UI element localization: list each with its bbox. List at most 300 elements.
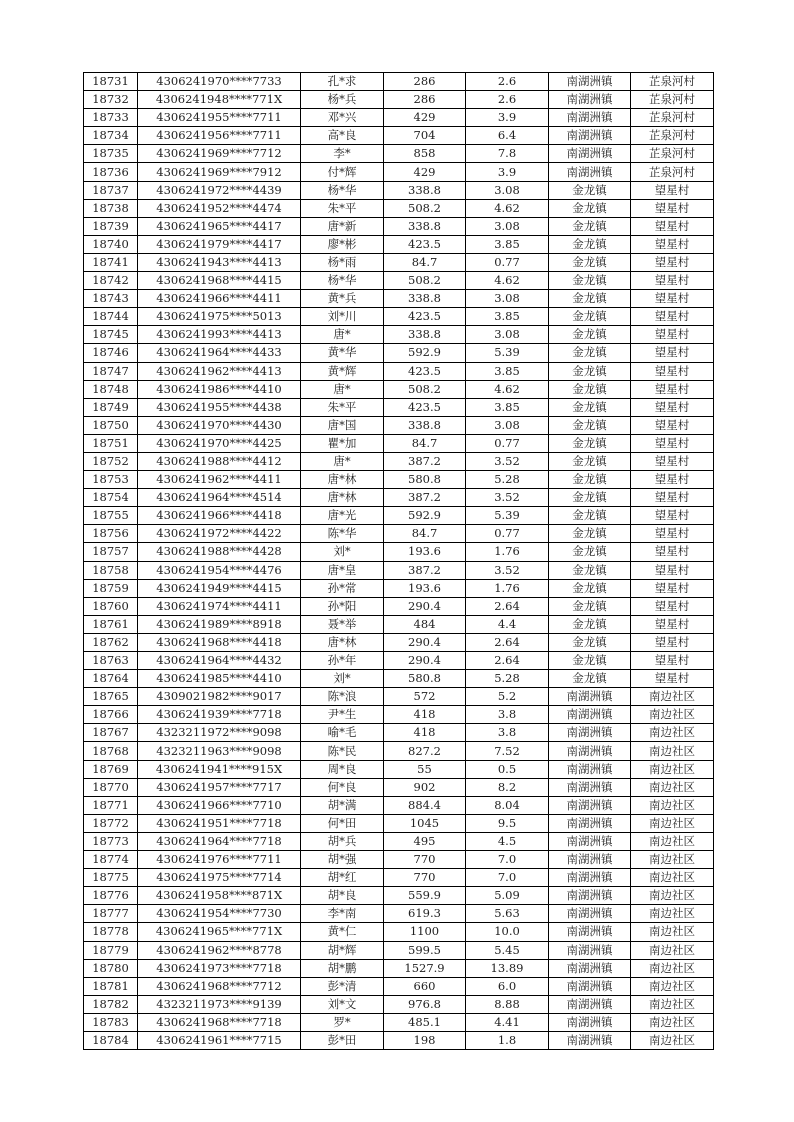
area-cell: 7.52	[466, 742, 549, 760]
person-name-cell: 周*良	[301, 760, 384, 778]
person-name-cell: 孙*阳	[301, 597, 384, 615]
table-row	[84, 814, 714, 832]
town-cell: 金龙镇	[549, 235, 631, 253]
id-number-cell: 4306241989****8918	[138, 615, 301, 633]
person-name-cell: 黄*华	[301, 344, 384, 362]
person-name-cell: 孙*年	[301, 652, 384, 670]
row-number-cell: 18755	[84, 507, 138, 525]
village-cell: 芷泉河村	[631, 163, 714, 181]
village-cell: 望星村	[631, 362, 714, 380]
id-number-cell: 4306241954****4476	[138, 561, 301, 579]
village-cell: 望星村	[631, 670, 714, 688]
amount-cell: 572	[384, 688, 466, 706]
person-name-cell: 付*辉	[301, 163, 384, 181]
id-number-cell: 4306241949****4415	[138, 579, 301, 597]
id-number-cell: 4306241968****7712	[138, 977, 301, 995]
id-number-cell: 4306241961****7715	[138, 1031, 301, 1049]
town-cell: 金龙镇	[549, 253, 631, 271]
person-name-cell: 黄*兵	[301, 290, 384, 308]
id-number-cell: 4309021982****9017	[138, 688, 301, 706]
person-name-cell: 唐*国	[301, 416, 384, 434]
town-cell: 南湖洲镇	[549, 869, 631, 887]
town-cell: 金龙镇	[549, 489, 631, 507]
village-cell: 望星村	[631, 579, 714, 597]
area-cell: 6.4	[466, 127, 549, 145]
area-cell: 4.4	[466, 615, 549, 633]
area-cell: 0.77	[466, 253, 549, 271]
village-cell: 望星村	[631, 326, 714, 344]
village-cell: 望星村	[631, 398, 714, 416]
person-name-cell: 何*良	[301, 778, 384, 796]
id-number-cell: 4306241957****7717	[138, 778, 301, 796]
table-row	[84, 1013, 714, 1031]
table-row	[84, 670, 714, 688]
person-name-cell: 杨*兵	[301, 91, 384, 109]
amount-cell: 423.5	[384, 235, 466, 253]
row-number-cell: 18779	[84, 941, 138, 959]
table-row	[84, 326, 714, 344]
person-name-cell: 胡*强	[301, 851, 384, 869]
village-cell: 望星村	[631, 561, 714, 579]
table-row	[84, 778, 714, 796]
id-number-cell: 4306241966****4418	[138, 507, 301, 525]
table-row	[84, 525, 714, 543]
table-row	[84, 905, 714, 923]
village-cell: 望星村	[631, 235, 714, 253]
id-number-cell: 4306241962****8778	[138, 941, 301, 959]
amount-cell: 592.9	[384, 344, 466, 362]
amount-cell: 660	[384, 977, 466, 995]
amount-cell: 770	[384, 869, 466, 887]
amount-cell: 770	[384, 851, 466, 869]
table-row	[84, 507, 714, 525]
town-cell: 金龙镇	[549, 471, 631, 489]
amount-cell: 485.1	[384, 1013, 466, 1031]
town-cell: 南湖洲镇	[549, 1013, 631, 1031]
amount-cell: 976.8	[384, 995, 466, 1013]
village-cell: 南边社区	[631, 977, 714, 995]
amount-cell: 704	[384, 127, 466, 145]
table-row	[84, 760, 714, 778]
amount-cell: 290.4	[384, 652, 466, 670]
row-number-cell: 18773	[84, 832, 138, 850]
row-number-cell: 18775	[84, 869, 138, 887]
village-cell: 南边社区	[631, 995, 714, 1013]
town-cell: 金龙镇	[549, 272, 631, 290]
village-cell: 南边社区	[631, 905, 714, 923]
table-row	[84, 452, 714, 470]
village-cell: 南边社区	[631, 959, 714, 977]
id-number-cell: 4306241955****4438	[138, 398, 301, 416]
area-cell: 10.0	[466, 923, 549, 941]
id-number-cell: 4306241979****4417	[138, 235, 301, 253]
town-cell: 南湖洲镇	[549, 91, 631, 109]
town-cell: 南湖洲镇	[549, 941, 631, 959]
id-number-cell: 4306241988****4412	[138, 452, 301, 470]
person-name-cell: 陈*民	[301, 742, 384, 760]
area-cell: 13.89	[466, 959, 549, 977]
amount-cell: 858	[384, 145, 466, 163]
town-cell: 金龙镇	[549, 452, 631, 470]
area-cell: 7.0	[466, 851, 549, 869]
id-number-cell: 4306241964****7718	[138, 832, 301, 850]
amount-cell: 418	[384, 706, 466, 724]
row-number-cell: 18749	[84, 398, 138, 416]
table-row	[84, 832, 714, 850]
table-row	[84, 380, 714, 398]
amount-cell: 592.9	[384, 507, 466, 525]
amount-cell: 286	[384, 73, 466, 91]
person-name-cell: 胡*鹏	[301, 959, 384, 977]
village-cell: 南边社区	[631, 724, 714, 742]
area-cell: 8.04	[466, 796, 549, 814]
area-cell: 5.28	[466, 670, 549, 688]
area-cell: 2.64	[466, 597, 549, 615]
person-name-cell: 聂*举	[301, 615, 384, 633]
person-name-cell: 孔*求	[301, 73, 384, 91]
table-row	[84, 253, 714, 271]
id-number-cell: 4306241972****4422	[138, 525, 301, 543]
id-number-cell: 4306241943****4413	[138, 253, 301, 271]
row-number-cell: 18763	[84, 652, 138, 670]
row-number-cell: 18771	[84, 796, 138, 814]
row-number-cell: 18761	[84, 615, 138, 633]
id-number-cell: 4323211963****9098	[138, 742, 301, 760]
town-cell: 金龙镇	[549, 290, 631, 308]
village-cell: 望星村	[631, 416, 714, 434]
village-cell: 望星村	[631, 543, 714, 561]
table-row	[84, 923, 714, 941]
area-cell: 5.39	[466, 507, 549, 525]
amount-cell: 508.2	[384, 272, 466, 290]
id-number-cell: 4306241988****4428	[138, 543, 301, 561]
id-number-cell: 4306241969****7912	[138, 163, 301, 181]
village-cell: 望星村	[631, 380, 714, 398]
area-cell: 3.85	[466, 362, 549, 380]
town-cell: 金龙镇	[549, 217, 631, 235]
row-number-cell: 18764	[84, 670, 138, 688]
row-number-cell: 18734	[84, 127, 138, 145]
town-cell: 金龙镇	[549, 380, 631, 398]
person-name-cell: 罗*	[301, 1013, 384, 1031]
town-cell: 南湖洲镇	[549, 760, 631, 778]
row-number-cell: 18746	[84, 344, 138, 362]
id-number-cell: 4306241970****7733	[138, 73, 301, 91]
amount-cell: 193.6	[384, 579, 466, 597]
amount-cell: 508.2	[384, 199, 466, 217]
town-cell: 金龙镇	[549, 362, 631, 380]
row-number-cell: 18748	[84, 380, 138, 398]
area-cell: 2.64	[466, 652, 549, 670]
row-number-cell: 18770	[84, 778, 138, 796]
table-row	[84, 977, 714, 995]
village-cell: 望星村	[631, 253, 714, 271]
table-row	[84, 597, 714, 615]
village-cell: 南边社区	[631, 869, 714, 887]
table-row	[84, 91, 714, 109]
amount-cell: 55	[384, 760, 466, 778]
id-number-cell: 4306241976****7711	[138, 851, 301, 869]
person-name-cell: 胡*良	[301, 887, 384, 905]
row-number-cell: 18767	[84, 724, 138, 742]
table-row	[84, 561, 714, 579]
town-cell: 金龙镇	[549, 434, 631, 452]
id-number-cell: 4306241965****771X	[138, 923, 301, 941]
village-cell: 南边社区	[631, 706, 714, 724]
person-name-cell: 杨*雨	[301, 253, 384, 271]
person-name-cell: 陈*华	[301, 525, 384, 543]
amount-cell: 290.4	[384, 597, 466, 615]
area-cell: 3.52	[466, 561, 549, 579]
person-name-cell: 黄*仁	[301, 923, 384, 941]
person-name-cell: 唐*新	[301, 217, 384, 235]
amount-cell: 902	[384, 778, 466, 796]
amount-cell: 429	[384, 109, 466, 127]
id-number-cell: 4306241970****4430	[138, 416, 301, 434]
village-cell: 望星村	[631, 308, 714, 326]
area-cell: 2.6	[466, 91, 549, 109]
table-row	[84, 706, 714, 724]
town-cell: 金龙镇	[549, 181, 631, 199]
village-cell: 望星村	[631, 217, 714, 235]
village-cell: 芷泉河村	[631, 73, 714, 91]
id-number-cell: 4323211973****9139	[138, 995, 301, 1013]
area-cell: 1.76	[466, 543, 549, 561]
person-name-cell: 彭*田	[301, 1031, 384, 1049]
town-cell: 南湖洲镇	[549, 724, 631, 742]
record-table-body	[84, 73, 714, 1050]
town-cell: 金龙镇	[549, 561, 631, 579]
area-cell: 0.5	[466, 760, 549, 778]
area-cell: 5.45	[466, 941, 549, 959]
row-number-cell: 18735	[84, 145, 138, 163]
table-row	[84, 615, 714, 633]
row-number-cell: 18759	[84, 579, 138, 597]
id-number-cell: 4306241993****4413	[138, 326, 301, 344]
person-name-cell: 刘*文	[301, 995, 384, 1013]
table-row	[84, 959, 714, 977]
person-name-cell: 胡*辉	[301, 941, 384, 959]
id-number-cell: 4306241974****4411	[138, 597, 301, 615]
area-cell: 4.5	[466, 832, 549, 850]
id-number-cell: 4306241955****7711	[138, 109, 301, 127]
village-cell: 南边社区	[631, 1013, 714, 1031]
id-number-cell: 4306241962****4411	[138, 471, 301, 489]
table-row	[84, 127, 714, 145]
row-number-cell: 18733	[84, 109, 138, 127]
village-cell: 芷泉河村	[631, 91, 714, 109]
amount-cell: 84.7	[384, 434, 466, 452]
village-cell: 望星村	[631, 633, 714, 651]
village-cell: 南边社区	[631, 1031, 714, 1049]
row-number-cell: 18731	[84, 73, 138, 91]
id-number-cell: 4306241962****4413	[138, 362, 301, 380]
area-cell: 9.5	[466, 814, 549, 832]
table-row	[84, 434, 714, 452]
amount-cell: 580.8	[384, 670, 466, 688]
amount-cell: 193.6	[384, 543, 466, 561]
town-cell: 金龙镇	[549, 633, 631, 651]
person-name-cell: 唐*	[301, 452, 384, 470]
row-number-cell: 18743	[84, 290, 138, 308]
amount-cell: 338.8	[384, 326, 466, 344]
amount-cell: 1527.9	[384, 959, 466, 977]
person-name-cell: 黄*辉	[301, 362, 384, 380]
row-number-cell: 18757	[84, 543, 138, 561]
table-row	[84, 652, 714, 670]
amount-cell: 290.4	[384, 633, 466, 651]
area-cell: 6.0	[466, 977, 549, 995]
amount-cell: 429	[384, 163, 466, 181]
town-cell: 南湖洲镇	[549, 995, 631, 1013]
id-number-cell: 4306241964****4433	[138, 344, 301, 362]
amount-cell: 338.8	[384, 416, 466, 434]
id-number-cell: 4306241966****7710	[138, 796, 301, 814]
town-cell: 南湖洲镇	[549, 796, 631, 814]
table-row	[84, 887, 714, 905]
id-number-cell: 4306241968****4418	[138, 633, 301, 651]
amount-cell: 423.5	[384, 308, 466, 326]
area-cell: 3.8	[466, 706, 549, 724]
area-cell: 3.8	[466, 724, 549, 742]
town-cell: 金龙镇	[549, 543, 631, 561]
amount-cell: 423.5	[384, 398, 466, 416]
area-cell: 8.88	[466, 995, 549, 1013]
person-name-cell: 胡*红	[301, 869, 384, 887]
town-cell: 金龙镇	[549, 416, 631, 434]
village-cell: 南边社区	[631, 887, 714, 905]
area-cell: 3.08	[466, 326, 549, 344]
village-cell: 望星村	[631, 652, 714, 670]
village-cell: 南边社区	[631, 923, 714, 941]
person-name-cell: 胡*满	[301, 796, 384, 814]
person-name-cell: 何*田	[301, 814, 384, 832]
town-cell: 南湖洲镇	[549, 145, 631, 163]
village-cell: 芷泉河村	[631, 109, 714, 127]
person-name-cell: 高*良	[301, 127, 384, 145]
record-table	[83, 72, 714, 1050]
row-number-cell: 18760	[84, 597, 138, 615]
amount-cell: 338.8	[384, 217, 466, 235]
row-number-cell: 18741	[84, 253, 138, 271]
row-number-cell: 18751	[84, 434, 138, 452]
town-cell: 南湖洲镇	[549, 814, 631, 832]
village-cell: 南边社区	[631, 814, 714, 832]
row-number-cell: 18769	[84, 760, 138, 778]
person-name-cell: 唐*	[301, 326, 384, 344]
id-number-cell: 4306241975****7714	[138, 869, 301, 887]
area-cell: 3.85	[466, 235, 549, 253]
person-name-cell: 杨*华	[301, 181, 384, 199]
table-row	[84, 73, 714, 91]
amount-cell: 484	[384, 615, 466, 633]
town-cell: 金龙镇	[549, 398, 631, 416]
row-number-cell: 18742	[84, 272, 138, 290]
id-number-cell: 4306241966****4411	[138, 290, 301, 308]
village-cell: 南边社区	[631, 778, 714, 796]
town-cell: 南湖洲镇	[549, 73, 631, 91]
person-name-cell: 唐*皇	[301, 561, 384, 579]
amount-cell: 338.8	[384, 290, 466, 308]
town-cell: 南湖洲镇	[549, 905, 631, 923]
village-cell: 南边社区	[631, 742, 714, 760]
person-name-cell: 瞿*加	[301, 434, 384, 452]
area-cell: 1.76	[466, 579, 549, 597]
table-row	[84, 1031, 714, 1049]
row-number-cell: 18758	[84, 561, 138, 579]
town-cell: 南湖洲镇	[549, 887, 631, 905]
table-row	[84, 272, 714, 290]
person-name-cell: 刘*	[301, 670, 384, 688]
town-cell: 金龙镇	[549, 199, 631, 217]
row-number-cell: 18780	[84, 959, 138, 977]
amount-cell: 1100	[384, 923, 466, 941]
person-name-cell: 唐*光	[301, 507, 384, 525]
person-name-cell: 唐*林	[301, 633, 384, 651]
area-cell: 2.64	[466, 633, 549, 651]
table-row	[84, 543, 714, 561]
town-cell: 金龙镇	[549, 344, 631, 362]
village-cell: 望星村	[631, 597, 714, 615]
person-name-cell: 廖*彬	[301, 235, 384, 253]
person-name-cell: 朱*平	[301, 199, 384, 217]
row-number-cell: 18753	[84, 471, 138, 489]
area-cell: 0.77	[466, 434, 549, 452]
amount-cell: 559.9	[384, 887, 466, 905]
id-number-cell: 4306241948****771X	[138, 91, 301, 109]
village-cell: 南边社区	[631, 941, 714, 959]
village-cell: 南边社区	[631, 796, 714, 814]
row-number-cell: 18776	[84, 887, 138, 905]
area-cell: 8.2	[466, 778, 549, 796]
row-number-cell: 18777	[84, 905, 138, 923]
person-name-cell: 彭*清	[301, 977, 384, 995]
town-cell: 南湖洲镇	[549, 923, 631, 941]
town-cell: 南湖洲镇	[549, 706, 631, 724]
village-cell: 望星村	[631, 525, 714, 543]
town-cell: 南湖洲镇	[549, 109, 631, 127]
row-number-cell: 18736	[84, 163, 138, 181]
table-row	[84, 344, 714, 362]
amount-cell: 418	[384, 724, 466, 742]
amount-cell: 338.8	[384, 181, 466, 199]
row-number-cell: 18782	[84, 995, 138, 1013]
village-cell: 望星村	[631, 489, 714, 507]
village-cell: 南边社区	[631, 688, 714, 706]
row-number-cell: 18766	[84, 706, 138, 724]
table-row	[84, 145, 714, 163]
id-number-cell: 4306241958****871X	[138, 887, 301, 905]
table-row	[84, 416, 714, 434]
person-name-cell: 唐*林	[301, 489, 384, 507]
village-cell: 望星村	[631, 344, 714, 362]
village-cell: 南边社区	[631, 760, 714, 778]
row-number-cell: 18747	[84, 362, 138, 380]
person-name-cell: 唐*林	[301, 471, 384, 489]
id-number-cell: 4306241973****7718	[138, 959, 301, 977]
table-row	[84, 199, 714, 217]
row-number-cell: 18762	[84, 633, 138, 651]
id-number-cell: 4306241985****4410	[138, 670, 301, 688]
table-row	[84, 941, 714, 959]
area-cell: 3.85	[466, 308, 549, 326]
table-row	[84, 308, 714, 326]
area-cell: 5.28	[466, 471, 549, 489]
id-number-cell: 4306241965****4417	[138, 217, 301, 235]
id-number-cell: 4306241954****7730	[138, 905, 301, 923]
village-cell: 望星村	[631, 199, 714, 217]
row-number-cell: 18732	[84, 91, 138, 109]
